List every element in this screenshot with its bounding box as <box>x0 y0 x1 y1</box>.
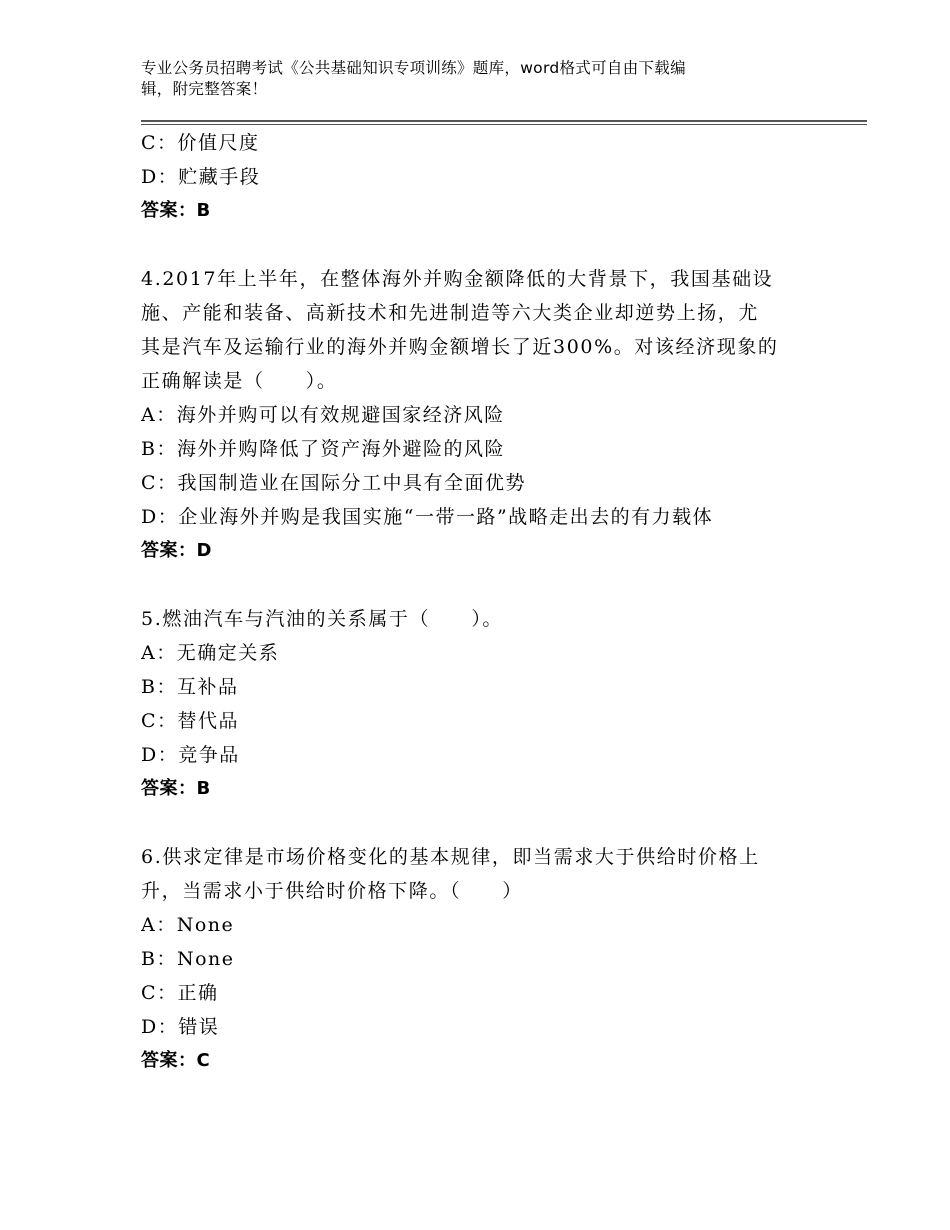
spacer <box>141 568 801 602</box>
option-c: C：我国制造业在国际分工中具有全面优势 <box>141 472 527 494</box>
answer-label: 答案：B <box>141 200 211 221</box>
option-d: D：错误 <box>141 1016 220 1038</box>
previous-question <box>141 126 801 228</box>
header-line-1: 专业公务员招聘考试《公共基础知识专项训练》题库，word格式可自由下载编 <box>141 59 686 77</box>
document-header <box>141 58 791 100</box>
option-a: A：None <box>141 914 235 936</box>
stem-line: 4.2017年上半年，在整体海外并购金额降低的大背景下，我国基础设 <box>141 268 774 290</box>
question-list <box>141 126 801 1078</box>
spacer <box>141 806 801 840</box>
answer-label: 答案：C <box>141 1050 211 1071</box>
question-5 <box>141 602 801 806</box>
option-b: B：互补品 <box>141 676 239 698</box>
question-stem <box>141 262 801 398</box>
stem-line: 其是汽车及运输行业的海外并购金额增长了近300%。对该经济现象的 <box>141 336 779 358</box>
question-6 <box>141 840 801 1078</box>
option-a: A：海外并购可以有效规避国家经济风险 <box>141 404 505 426</box>
answer-label: 答案：B <box>141 778 211 799</box>
option-c: C：价值尺度 <box>141 132 260 154</box>
question-4 <box>141 262 801 568</box>
spacer <box>141 228 801 262</box>
stem-line: 升，当需求小于供给时价格下降。（ ） <box>141 880 523 902</box>
option-d: D：企业海外并购是我国实施“一带一路”战略走出去的有力载体 <box>141 506 714 528</box>
stem-line: 正确解读是（ ）。 <box>141 370 338 392</box>
option-b: B：海外并购降低了资产海外避险的风险 <box>141 438 505 460</box>
header-rule-thin <box>141 124 867 125</box>
header-rule-thick <box>141 120 867 122</box>
option-b: B：None <box>141 948 235 970</box>
question-stem <box>141 840 801 908</box>
stem-line: 5.燃油汽车与汽油的关系属于（ ）。 <box>141 608 504 630</box>
option-d: D：贮藏手段 <box>141 166 261 188</box>
option-c: C：替代品 <box>141 710 240 732</box>
option-d: D：竞争品 <box>141 744 240 766</box>
header-line-2: 辑，附完整答案！ <box>141 80 268 98</box>
option-a: A：无确定关系 <box>141 642 280 664</box>
option-c: C：正确 <box>141 982 219 1004</box>
question-stem <box>141 602 801 636</box>
answer-label: 答案：D <box>141 540 212 561</box>
stem-line: 施、产能和装备、高新技术和先进制造等六大类企业却逆势上扬，尤 <box>141 302 760 324</box>
stem-line: 6.供求定律是市场价格变化的基本规律，即当需求大于供给时价格上 <box>141 846 760 868</box>
